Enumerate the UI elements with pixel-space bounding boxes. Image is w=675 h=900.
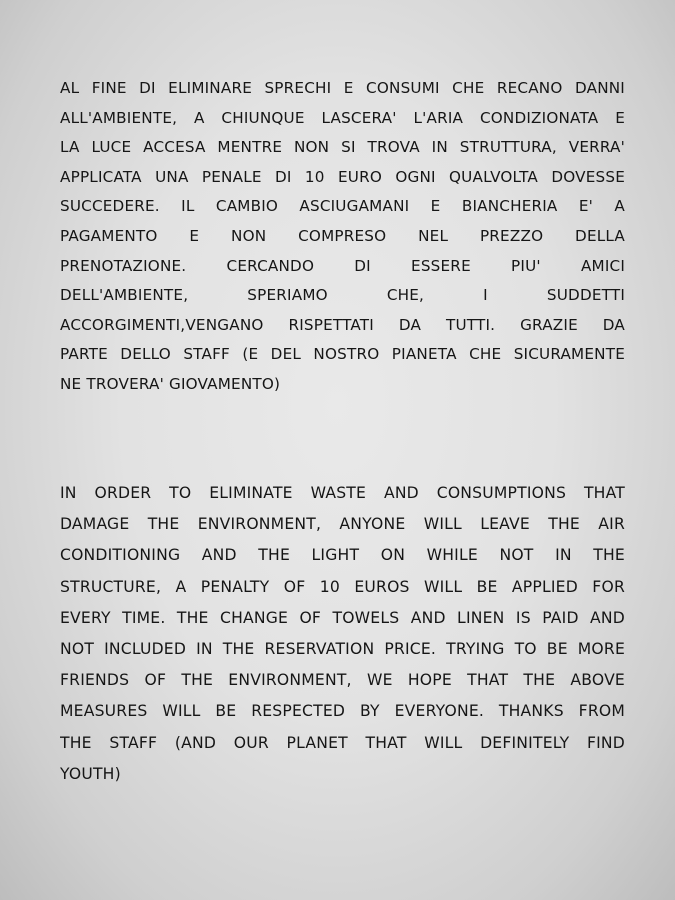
italian-line: PAGAMENTO E NON COMPRESO NEL PREZZO DELLA: [60, 226, 625, 245]
italian-line: PARTE DELLO STAFF (E DEL NOSTRO PIANETA CHE SICURAMENTE: [60, 345, 625, 364]
italian-line: APPLICATA UNA PENALE DI 10 EURO OGNI QUALVOLTA DOVESSE: [60, 167, 625, 186]
italian-line: NE TROVERA' GIOVAMENTO): [60, 374, 281, 393]
english-line: YOUTH): [60, 764, 121, 783]
italian-line: DELL'AMBIENTE, SPERIAMO CHE, I SUDDETTI: [60, 286, 625, 305]
italian-notice-paragraph: [60, 74, 625, 400]
italian-line: ACCORGIMENTI,VENGANO RISPETTATI DA TUTTI. GRAZIE DA: [60, 315, 625, 334]
english-line: MEASURES WILL BE RESPECTED BY EVERYONE. THANKS FROM: [60, 702, 625, 721]
italian-line: AL FINE DI ELIMINARE SPRECHI E CONSUMI CHE RECANO DANNI: [60, 79, 625, 97]
english-line: THE STAFF (AND OUR PLANET THAT WILL DEFINITELY FIND: [60, 733, 625, 752]
italian-line: PRENOTAZIONE. CERCANDO DI ESSERE PIU' AMICI: [60, 256, 625, 275]
english-line: NOT INCLUDED IN THE RESERVATION PRICE. TRYING TO BE MORE: [60, 640, 625, 659]
english-line: CONDITIONING AND THE LIGHT ON WHILE NOT IN THE: [60, 546, 625, 565]
english-line: EVERY TIME. THE CHANGE OF TOWELS AND LINEN IS PAID AND: [60, 608, 625, 627]
english-line: DAMAGE THE ENVIRONMENT, ANYONE WILL LEAVE THE AIR: [60, 515, 625, 534]
italian-line: ALL'AMBIENTE, A CHIUNQUE LASCERA' L'ARIA CONDIZIONATA E: [60, 108, 625, 127]
english-line: FRIENDS OF THE ENVIRONMENT, WE HOPE THAT THE ABOVE: [60, 671, 625, 690]
english-notice-paragraph: [60, 478, 625, 790]
english-line: IN ORDER TO ELIMINATE WASTE AND CONSUMPTIONS THAT: [60, 484, 625, 502]
italian-line: LA LUCE ACCESA MENTRE NON SI TROVA IN STRUTTURA, VERRA': [60, 138, 625, 157]
italian-line: SUCCEDERE. IL CAMBIO ASCIUGAMANI E BIANCHERIA E' A: [60, 197, 625, 216]
english-line: STRUCTURE, A PENALTY OF 10 EUROS WILL BE APPLIED FOR: [60, 577, 625, 596]
